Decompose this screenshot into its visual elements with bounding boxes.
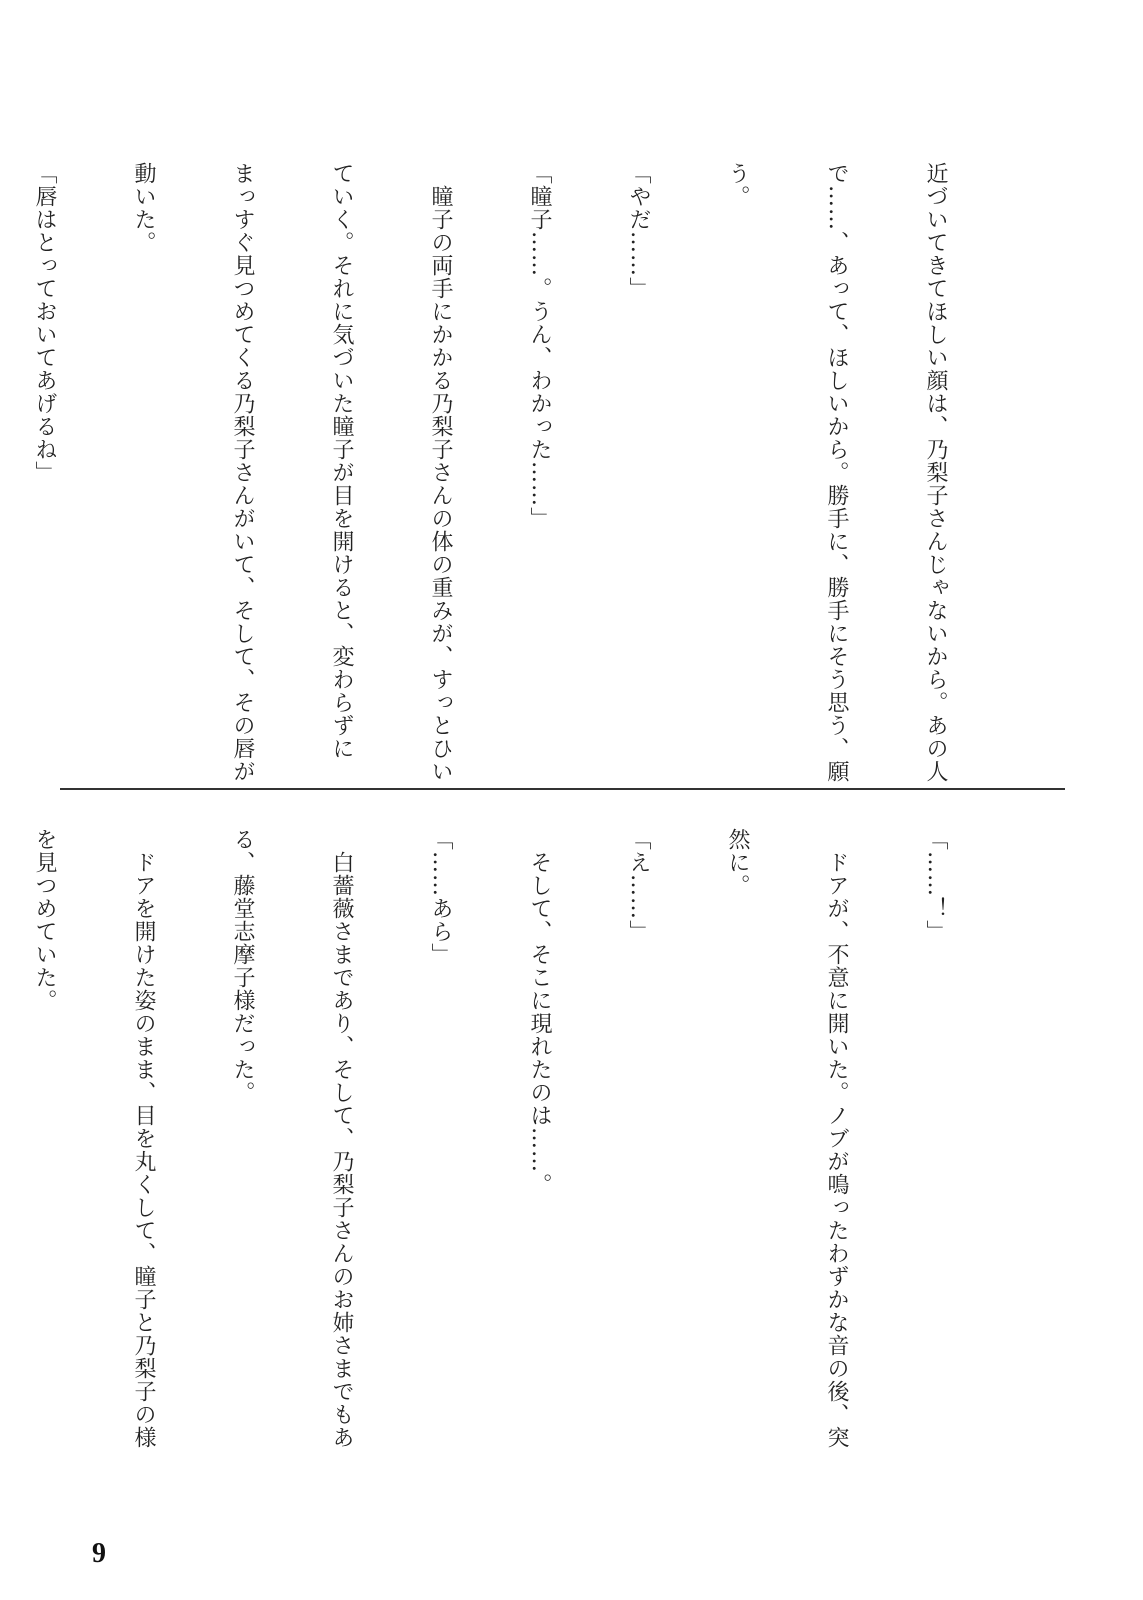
text-line: まっすぐ見つめてくる乃梨子さんがいて、そして、その唇が xyxy=(230,162,255,783)
page-number: 9 xyxy=(92,1538,106,1569)
text-line: 白薔薇さまであり、そして、乃梨子さんのお姉さまでもあ xyxy=(329,828,354,1449)
text-line: そして、そこに現れたのは……。 xyxy=(527,828,552,1196)
text-line: ドアが、不意に開いた。ノブが鳴ったわずかな音の後、突 xyxy=(824,828,849,1449)
text-line: 近づいてきてほしい顔は、乃梨子さんじゃないから。あの人 xyxy=(923,162,948,783)
text-line: を見つめていた。 xyxy=(32,828,57,1012)
text-line: ていく。それに気づいた瞳子が目を開けると、変わらずに xyxy=(329,162,354,760)
text-line: る、藤堂志摩子様だった。 xyxy=(230,828,255,1104)
text-line: 「瞳子……。うん、わかった……」 xyxy=(527,162,552,530)
text-line: 「……！」 xyxy=(923,828,948,943)
bottom-text-block xyxy=(32,828,1018,1449)
text-line: 動いた。 xyxy=(131,162,156,254)
text-line: で……、あって、ほしいから。勝手に、勝手にそう思う、願 xyxy=(824,162,849,783)
text-line: 「唇はとっておいてあげるね」 xyxy=(32,162,57,484)
text-line: う。 xyxy=(725,162,750,208)
text-line: ドアを開けた姿のまま、目を丸くして、瞳子と乃梨子の様 xyxy=(131,828,156,1449)
text-line: 瞳子の両手にかかる乃梨子さんの体の重みが、すっとひい xyxy=(428,162,453,783)
text-line: 「やだ……」 xyxy=(626,162,651,300)
text-line: 「……あら」 xyxy=(428,828,453,966)
top-text-block xyxy=(32,162,1018,783)
text-line: 然に。 xyxy=(725,828,750,897)
section-divider xyxy=(60,788,1065,790)
text-line: 「え……」 xyxy=(626,828,651,943)
